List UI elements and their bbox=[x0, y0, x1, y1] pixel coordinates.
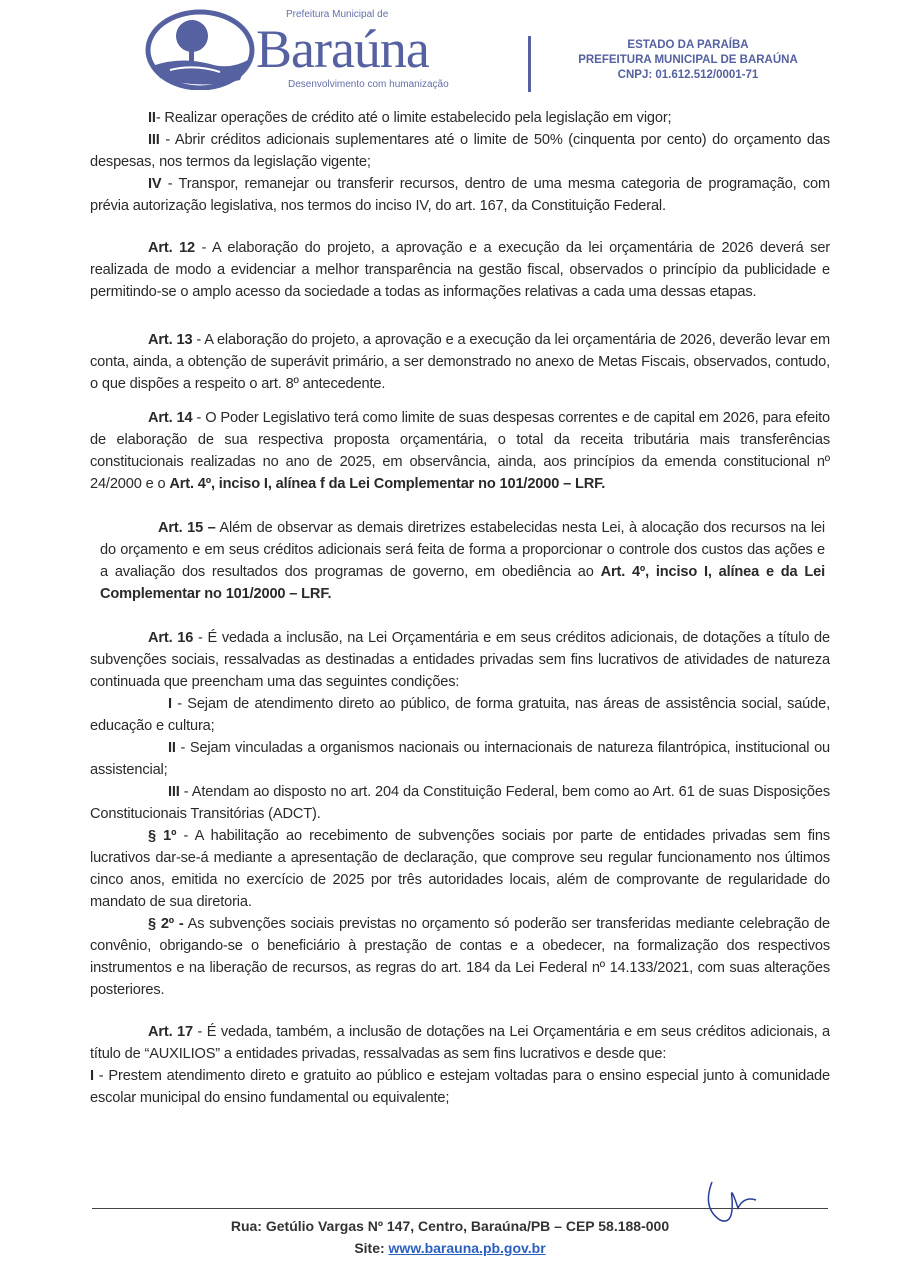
site-label: Site: bbox=[354, 1240, 389, 1256]
paragraph bbox=[90, 329, 830, 395]
paragraph-lead: I bbox=[90, 1068, 94, 1084]
prefeitura-name: PREFEITURA MUNICIPAL DE BARAÚNA bbox=[578, 54, 798, 66]
paragraph-lead: I bbox=[168, 696, 172, 712]
paragraph-lead: Art. 13 bbox=[148, 332, 193, 348]
paragraph-lead: § 1º bbox=[148, 828, 177, 844]
paragraph bbox=[90, 1065, 830, 1109]
paragraph bbox=[90, 407, 830, 495]
paragraph-text: - Abrir créditos adicionais suplementares até o limite de 50% (cinquenta por cento) do orçamento das despesas, nos termos da legislação vigente; bbox=[90, 132, 830, 170]
paragraph-lead: Art. 16 bbox=[148, 630, 194, 646]
paragraph bbox=[90, 781, 830, 825]
logo-subtitle: Prefeitura Municipal de bbox=[286, 9, 389, 20]
paragraph bbox=[90, 627, 830, 693]
paragraph-text: - O Poder Legislativo terá como limite de suas despesas correntes e de capital em 2026, para efeito de elaboração de sua respectiva proposta orçamentária, o total da receita tributária mais transferências constitucionais realizadas no ano de 2025, em observância, ainda, aos princípios da emenda constitucional nº 24/2000 e o bbox=[90, 410, 830, 492]
logo-brand: Baraúna bbox=[256, 19, 429, 79]
paragraph-text: - Sejam de atendimento direto ao público, de forma gratuita, nas áreas de assistência social, saúde, educação e cultura; bbox=[90, 696, 830, 734]
footer bbox=[0, 1196, 900, 1265]
paragraph-lead: Art. 14 bbox=[148, 410, 193, 426]
paragraph-lead: § 2º - bbox=[148, 916, 184, 932]
paragraph-text: - Sejam vinculadas a organismos nacionais ou internacionais de natureza filantrópica, institucional ou assistencial; bbox=[90, 740, 830, 778]
paragraph-text: - Prestem atendimento direto e gratuito ao público e estejam voltadas para o ensino especial junto à comunidade escolar municipal do ensino fundamental ou equivalente; bbox=[90, 1068, 830, 1106]
paragraph bbox=[90, 129, 830, 173]
paragraph bbox=[90, 737, 830, 781]
paragraph bbox=[90, 107, 830, 129]
paragraph-lead: III bbox=[168, 784, 180, 800]
paragraph bbox=[90, 237, 830, 303]
paragraph bbox=[90, 913, 830, 1001]
paragraph-text: - É vedada, também, a inclusão de dotações na Lei Orçamentária e em seus créditos adicionais, a título de “AUXILIOS” a entidades privadas, ressalvadas as sem fins lucrativos e desde que: bbox=[90, 1024, 831, 1062]
document-body bbox=[0, 107, 900, 1109]
paragraph bbox=[90, 1021, 830, 1065]
paragraph-text: - A elaboração do projeto, a aprovação e a execução da lei orçamentária de 2026 deverá ser realizada de modo a evidenciar a melhor transparência na gestão fiscal, observados o princípio da publicidade e permitindo-se o amplo acesso da sociedade a todas as informações relativas a cada uma dessas etapas. bbox=[90, 240, 831, 300]
footer-site bbox=[0, 1237, 900, 1259]
paragraph-bold-reference: Art. 4º, inciso I, alínea f da Lei Complementar no 101/2000 – LRF. bbox=[169, 476, 606, 492]
paragraph-text: - É vedada a inclusão, na Lei Orçamentária e em seus créditos adicionais, de dotações a título de subvenções sociais, ressalvadas as destinadas a entidades privadas sem fins lucrativos de atividades de natureza continuada que preencham uma das seguintes condições: bbox=[90, 630, 830, 690]
footer-address: Rua: Getúlio Vargas Nº 147, Centro, Baraúna/PB – CEP 58.188-000 bbox=[230, 1218, 670, 1234]
cnpj: CNPJ: 01.612.512/0001-71 bbox=[617, 69, 759, 81]
paragraph-lead: Art. 17 bbox=[148, 1024, 193, 1040]
state-name: ESTADO DA PARAÍBA bbox=[627, 39, 749, 51]
paragraph-text: - A habilitação ao recebimento de subvenções sociais por parte de entidades privadas sem fins lucrativos dar-se-á mediante a apresentação de declaração, que comprove seu regular funcionamento nos últimos cinco anos, emitida no exercício de 2025 por três autoridades locais, além de comprovante de regularidade do mandato de sua diretoria. bbox=[90, 828, 830, 910]
paragraph-lead: IV bbox=[148, 176, 162, 192]
paragraph-bold-reference: Art. 4º, inciso I, alínea e da Lei Complementar no 101/2000 – LRF. bbox=[100, 564, 825, 602]
signature-initials bbox=[700, 1178, 770, 1228]
paragraph-text: Além de observar as demais diretrizes estabelecidas nesta Lei, à alocação dos recursos na lei do orçamento e em seus créditos adicionais será feita de forma a proporcionar o controle dos custos das ações e a avaliação dos resultados dos programas de governo, em obediência ao bbox=[100, 520, 825, 580]
paragraph bbox=[90, 173, 830, 217]
paragraph-lead: II bbox=[148, 110, 156, 126]
paragraph bbox=[90, 693, 830, 737]
paragraph-lead: II bbox=[168, 740, 176, 756]
paragraph bbox=[100, 517, 825, 605]
site-link[interactable]: www.barauna.pb.gov.br bbox=[388, 1240, 546, 1256]
paragraph-text: - Atendam ao disposto no art. 204 da Constituição Federal, bem como ao Art. 61 de suas Disposições Constitucionais Transitórias (ADCT). bbox=[90, 784, 830, 822]
logo-tagline: Desenvolvimento com humanização bbox=[288, 79, 449, 90]
paragraph-lead: III bbox=[148, 132, 160, 148]
paragraph-text: - Realizar operações de crédito até o limite estabelecido pela legislação em vigor; bbox=[155, 110, 672, 126]
paragraph-text: - A elaboração do projeto, a aprovação e a execução da lei orçamentária de 2026, deverão levar em conta, ainda, a obtenção de superávit primário, a ser demonstrado no anexo de Metas Fiscais, observados, contudo, o que dispões a respeito o art. 8º antecedente. bbox=[90, 332, 830, 392]
paragraph-lead: Art. 12 bbox=[148, 240, 196, 256]
paragraph bbox=[90, 825, 830, 913]
paragraph-text: As subvenções sociais previstas no orçamento só poderão ser transferidas mediante celebração de convênio, obrigando-se o beneficiário à prestação de contas e a obedecer, na formalização dos respectivos instrumentos e na liberação de recursos, as regras do art. 184 da Lei Federal nº 14.133/2021, com suas alterações posteriores. bbox=[90, 916, 830, 998]
paragraph-lead: Art. 15 – bbox=[158, 520, 216, 536]
paragraph-text: - Transpor, remanejar ou transferir recursos, dentro de uma mesma categoria de programação, com prévia autorização legislativa, nos termos do inciso IV, do art. 167, da Constituição Federal. bbox=[90, 176, 830, 214]
